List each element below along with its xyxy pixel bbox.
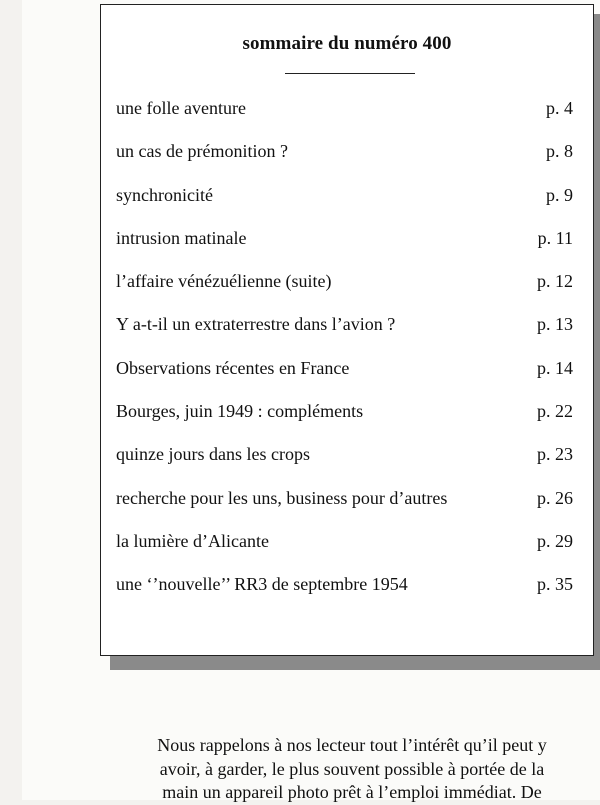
page [22, 0, 600, 800]
summary-item [116, 439, 573, 482]
summary-item-title: l’affaire vénézuélienne (suite) [116, 271, 332, 292]
summary-list [116, 93, 573, 613]
summary-item [116, 483, 573, 526]
summary-item-title: Observations récentes en France [116, 357, 350, 378]
summary-item-title: un cas de prémonition ? [116, 141, 288, 162]
summary-item-title: Y a-t-il un extraterrestre dans l’avion ? [116, 314, 396, 335]
reader-note-line: main un appareil photo prêt à l’emploi immédiat. De [162, 782, 542, 802]
summary-item-page: p. 8 [546, 141, 573, 162]
summary-item [116, 223, 573, 266]
summary-item-page: p. 35 [537, 574, 573, 595]
summary-item [116, 93, 573, 136]
summary-item-page: p. 23 [537, 444, 573, 465]
summary-item-page: p. 29 [537, 530, 573, 551]
summary-item-title: une ‘’nouvelle’’ RR3 de septembre 1954 [116, 574, 408, 595]
summary-box [100, 4, 594, 656]
summary-item-title: Bourges, juin 1949 : compléments [116, 401, 364, 422]
summary-item [116, 180, 573, 223]
summary-item [116, 526, 573, 569]
summary-item-title: une folle aventure [116, 98, 246, 118]
summary-item [116, 136, 573, 179]
summary-item [116, 396, 573, 439]
summary-item-page: p. 13 [537, 314, 573, 335]
reader-note-line: Nous rappelons à nos lecteur tout l’intérêt qu’il peut y [157, 735, 547, 755]
summary-item-page: p. 22 [537, 401, 573, 422]
summary-item-page: p. 9 [546, 184, 573, 205]
summary-item-title: la lumière d’Alicante [116, 530, 269, 551]
summary-item-page: p. 11 [537, 227, 573, 248]
summary-item-page: p. 14 [537, 357, 573, 378]
summary-item [116, 266, 573, 309]
summary-item-title: recherche pour les uns, business pour d’autres [116, 487, 448, 508]
summary-item-page: p. 26 [537, 487, 573, 508]
reader-note-line: avoir, à garder, le plus souvent possible à portée de la [159, 758, 545, 779]
summary-item-page: p. 4 [546, 98, 573, 118]
reader-note [110, 734, 594, 805]
summary-item-title: quinze jours dans les crops [116, 444, 310, 465]
title-underline [285, 73, 415, 74]
summary-item-page: p. 12 [537, 271, 573, 292]
summary-title: sommaire du numéro 400 [242, 33, 452, 54]
summary-item [116, 569, 573, 612]
summary-item [116, 309, 573, 352]
summary-item [116, 353, 573, 396]
summary-item-title: synchronicité [116, 184, 213, 205]
summary-item-title: intrusion matinale [116, 227, 247, 248]
